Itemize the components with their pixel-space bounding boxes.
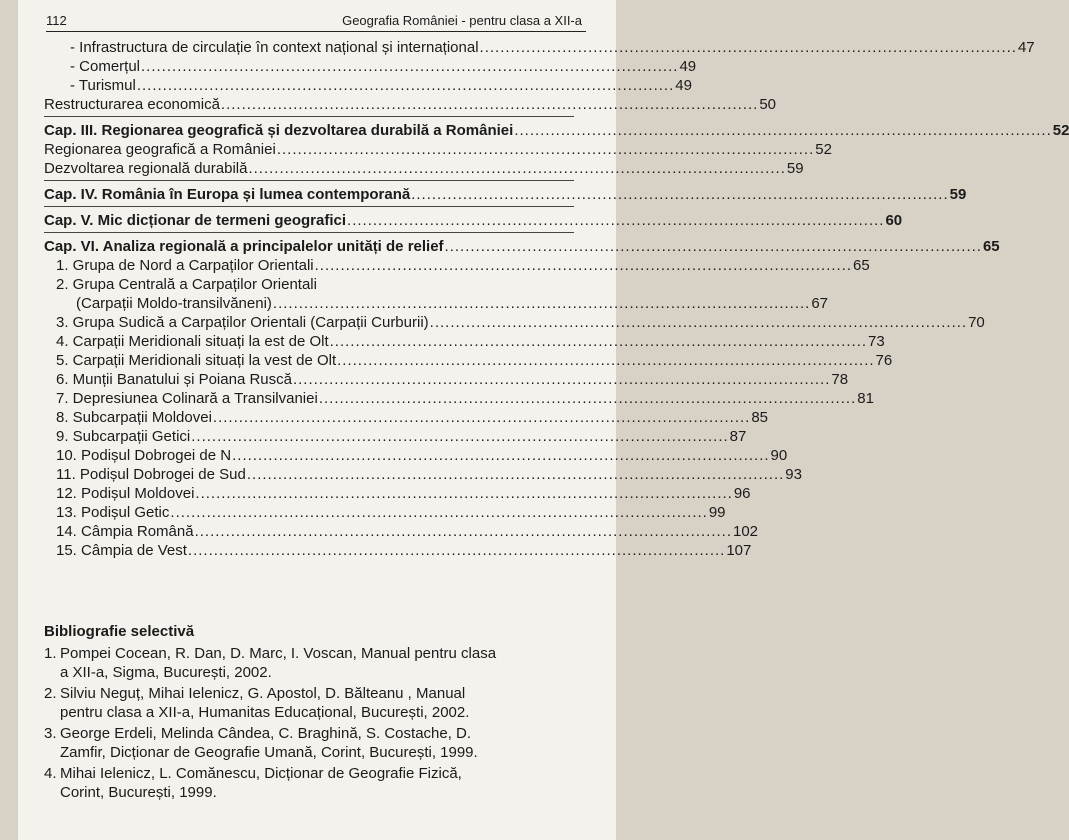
running-title: Geografia României - pentru clasa a XII-a bbox=[342, 13, 582, 28]
toc-entry bbox=[44, 408, 769, 427]
toc-leader: ........................................................................................................ bbox=[429, 314, 968, 331]
toc-entry bbox=[44, 159, 804, 178]
toc-leader: ........................................................................................................ bbox=[444, 238, 982, 255]
toc-entry-page: 78 bbox=[831, 371, 849, 388]
bibliography-item bbox=[44, 764, 574, 802]
toc-entry-title: Dezvoltarea regională durabilă bbox=[44, 160, 248, 177]
toc-entry-page: 81 bbox=[857, 390, 874, 407]
toc-entry-title: 1. Grupa de Nord a Carpaților Orientali bbox=[56, 257, 314, 274]
toc-entry-title: 4. Carpații Meridionali situați la est de Olt bbox=[56, 333, 329, 350]
toc-chapter bbox=[44, 121, 1069, 140]
bibliography-line: Corint, București, 1999. bbox=[60, 784, 217, 801]
toc-entry bbox=[44, 76, 692, 95]
toc-entry-page: 93 bbox=[785, 466, 802, 483]
toc-entry-page: 52 bbox=[815, 141, 832, 158]
toc-entry-title: 8. Subcarpații Moldovei bbox=[56, 409, 212, 426]
bibliography-number: 2. bbox=[44, 685, 57, 702]
toc-entry-page: 96 bbox=[733, 485, 751, 502]
toc-entry bbox=[44, 465, 802, 484]
toc-entry-page: 59 bbox=[786, 160, 804, 177]
bibliography-item bbox=[44, 644, 574, 682]
toc-entry bbox=[44, 389, 874, 408]
toc-entry-page: 85 bbox=[751, 409, 769, 426]
bibliography-item bbox=[44, 684, 574, 722]
toc-entry bbox=[44, 313, 985, 332]
toc-leader: ........................................................................................................ bbox=[292, 371, 831, 388]
toc-entry-page: 49 bbox=[675, 77, 692, 94]
toc-entry bbox=[44, 427, 747, 446]
page-header bbox=[46, 11, 586, 32]
toc-entry-title: Regionarea geografică a României bbox=[44, 141, 276, 158]
toc-entry-page: 90 bbox=[770, 447, 788, 464]
toc-entry bbox=[44, 38, 1035, 57]
toc-chapter-title: Cap. V. Mic dicționar de termeni geografici bbox=[44, 212, 347, 229]
toc-leader: ........................................................................................................ bbox=[212, 409, 751, 426]
toc-chapter-title: Cap. VI. Analiza regională a principalelor unități de relief bbox=[44, 238, 444, 255]
toc-entry-title: 9. Subcarpații Getici bbox=[56, 428, 191, 445]
toc-entry-title: 13. Podișul Getic bbox=[56, 504, 170, 521]
toc-entry-title: 5. Carpații Meridionali situați la vest de Olt bbox=[56, 352, 337, 369]
toc-entry bbox=[44, 256, 870, 275]
toc-leader: ........................................................................................................ bbox=[318, 390, 857, 407]
toc-leader: ........................................................................................................ bbox=[187, 542, 726, 559]
bibliography bbox=[44, 622, 574, 804]
toc-entry-page: 67 bbox=[811, 295, 829, 312]
toc-entry-page: 73 bbox=[868, 333, 885, 350]
toc-entry-page: 107 bbox=[726, 542, 752, 559]
toc-entry-title: - Comerțul bbox=[70, 58, 141, 75]
toc-chapter bbox=[44, 237, 1000, 256]
bibliography-line: a XII-a, Sigma, București, 2002. bbox=[60, 664, 272, 681]
toc-entry-title: - Infrastructura de circulație în context național și internațional bbox=[70, 39, 479, 56]
toc-entry bbox=[44, 541, 752, 560]
toc-chapter bbox=[44, 211, 903, 230]
toc-leader: ........................................................................................................ bbox=[329, 333, 868, 350]
toc-leader: ........................................................................................................ bbox=[191, 428, 729, 445]
table-of-contents bbox=[44, 38, 1069, 560]
bibliography-line: Silviu Neguț, Mihai Ielenicz, G. Apostol, D. Bălteanu , Manual bbox=[60, 685, 466, 702]
toc-leader: ........................................................................................................ bbox=[170, 504, 708, 521]
toc-entry-page: 99 bbox=[708, 504, 726, 521]
toc-entry-page: 87 bbox=[729, 428, 747, 445]
toc-entry-page: 60 bbox=[885, 212, 903, 229]
toc-entry-page: 70 bbox=[968, 314, 985, 331]
toc-entry-page: 49 bbox=[679, 58, 697, 75]
toc-entry-continuation: (Carpații Moldo-transilvăneni) bbox=[76, 295, 272, 312]
toc-entry bbox=[44, 370, 849, 389]
toc-leader: ........................................................................................................ bbox=[232, 447, 770, 464]
toc-entry-title: 2. Grupa Centrală a Carpaților Orientali bbox=[56, 276, 317, 293]
toc-leader: ........................................................................................................ bbox=[514, 122, 1052, 139]
toc-entry bbox=[44, 484, 751, 503]
toc-leader: ........................................................................................................ bbox=[220, 96, 759, 113]
bibliography-item bbox=[44, 724, 574, 762]
toc-entry bbox=[44, 294, 829, 313]
toc-entry-page: 59 bbox=[949, 186, 967, 203]
toc-entry bbox=[44, 446, 788, 465]
bibliography-number: 1. bbox=[44, 645, 57, 662]
toc-leader: ........................................................................................................ bbox=[194, 523, 732, 540]
toc-leader: ........................................................................................................ bbox=[276, 141, 815, 158]
toc-entry-page: 65 bbox=[853, 257, 870, 274]
toc-entry-page: 50 bbox=[759, 96, 777, 113]
toc-leader: ........................................................................................................ bbox=[347, 212, 885, 229]
toc-chapter bbox=[44, 185, 967, 204]
toc-leader: ........................................................................................................ bbox=[246, 466, 785, 483]
toc-entry bbox=[44, 351, 893, 370]
toc-entry-page: 65 bbox=[982, 238, 1000, 255]
toc-leader: ........................................................................................................ bbox=[248, 160, 786, 177]
bibliography-heading: Bibliografie selectivă bbox=[44, 623, 195, 640]
toc-leader: ........................................................................................................ bbox=[141, 58, 679, 75]
toc-leader: ........................................................................................................ bbox=[272, 295, 811, 312]
toc-entry-title: - Turismul bbox=[70, 77, 136, 94]
toc-leader: ........................................................................................................ bbox=[195, 485, 733, 502]
toc-entry-title: 6. Munții Banatului și Poiana Ruscă bbox=[56, 371, 292, 388]
toc-entry-title: 10. Podișul Dobrogei de N bbox=[56, 447, 232, 464]
toc-entry-title: 11. Podișul Dobrogei de Sud bbox=[56, 466, 246, 483]
toc-entry-title: Restructurarea economică bbox=[44, 96, 220, 113]
toc-entry-title: 3. Grupa Sudică a Carpaților Orientali (Carpații Curburii) bbox=[56, 314, 429, 331]
toc-entry-title: 12. Podișul Moldovei bbox=[56, 485, 195, 502]
toc-entry-page: 47 bbox=[1017, 39, 1035, 56]
toc-entry bbox=[44, 140, 832, 159]
bibliography-number: 4. bbox=[44, 765, 57, 782]
toc-leader: ........................................................................................................ bbox=[314, 257, 853, 274]
toc-leader: ........................................................................................................ bbox=[136, 77, 675, 94]
toc-entry bbox=[44, 95, 777, 114]
toc-entry-page: 76 bbox=[875, 352, 893, 369]
toc-chapter-title: Cap. III. Regionarea geografică și dezvoltarea durabilă a României bbox=[44, 122, 514, 139]
toc-entry-title: 15. Câmpia de Vest bbox=[56, 542, 187, 559]
bibliography-line: Zamfir, Dicționar de Geografie Umană, Corint, București, 1999. bbox=[60, 744, 478, 761]
toc-leader: ........................................................................................................ bbox=[411, 186, 949, 203]
toc-entry bbox=[44, 522, 759, 541]
toc-entry-page: 52 bbox=[1052, 122, 1069, 139]
toc-entry bbox=[44, 332, 885, 351]
toc-entry bbox=[44, 57, 697, 76]
toc-chapter-title: Cap. IV. România în Europa și lumea contemporană bbox=[44, 186, 411, 203]
toc-entry bbox=[44, 503, 726, 522]
bibliography-line: pentru clasa a XII-a, Humanitas Educațional, București, 2002. bbox=[60, 704, 470, 721]
toc-entry-title: 7. Depresiunea Colinară a Transilvaniei bbox=[56, 390, 318, 407]
bibliography-line: Pompei Cocean, R. Dan, D. Marc, I. Voscan, Manual pentru clasa bbox=[60, 645, 497, 662]
toc-entry-title: 14. Câmpia Română bbox=[56, 523, 194, 540]
page-number: 112 bbox=[46, 13, 67, 28]
toc-leader: ........................................................................................................ bbox=[479, 39, 1017, 56]
bibliography-number: 3. bbox=[44, 725, 57, 742]
bibliography-line: George Erdeli, Melinda Cândea, C. Braghină, S. Costache, D. bbox=[60, 725, 472, 742]
bibliography-line: Mihai Ielenicz, L. Comănescu, Dicționar de Geografie Fizică, bbox=[60, 765, 462, 782]
toc-leader: ........................................................................................................ bbox=[337, 352, 875, 369]
toc-entry-page: 102 bbox=[733, 523, 759, 540]
